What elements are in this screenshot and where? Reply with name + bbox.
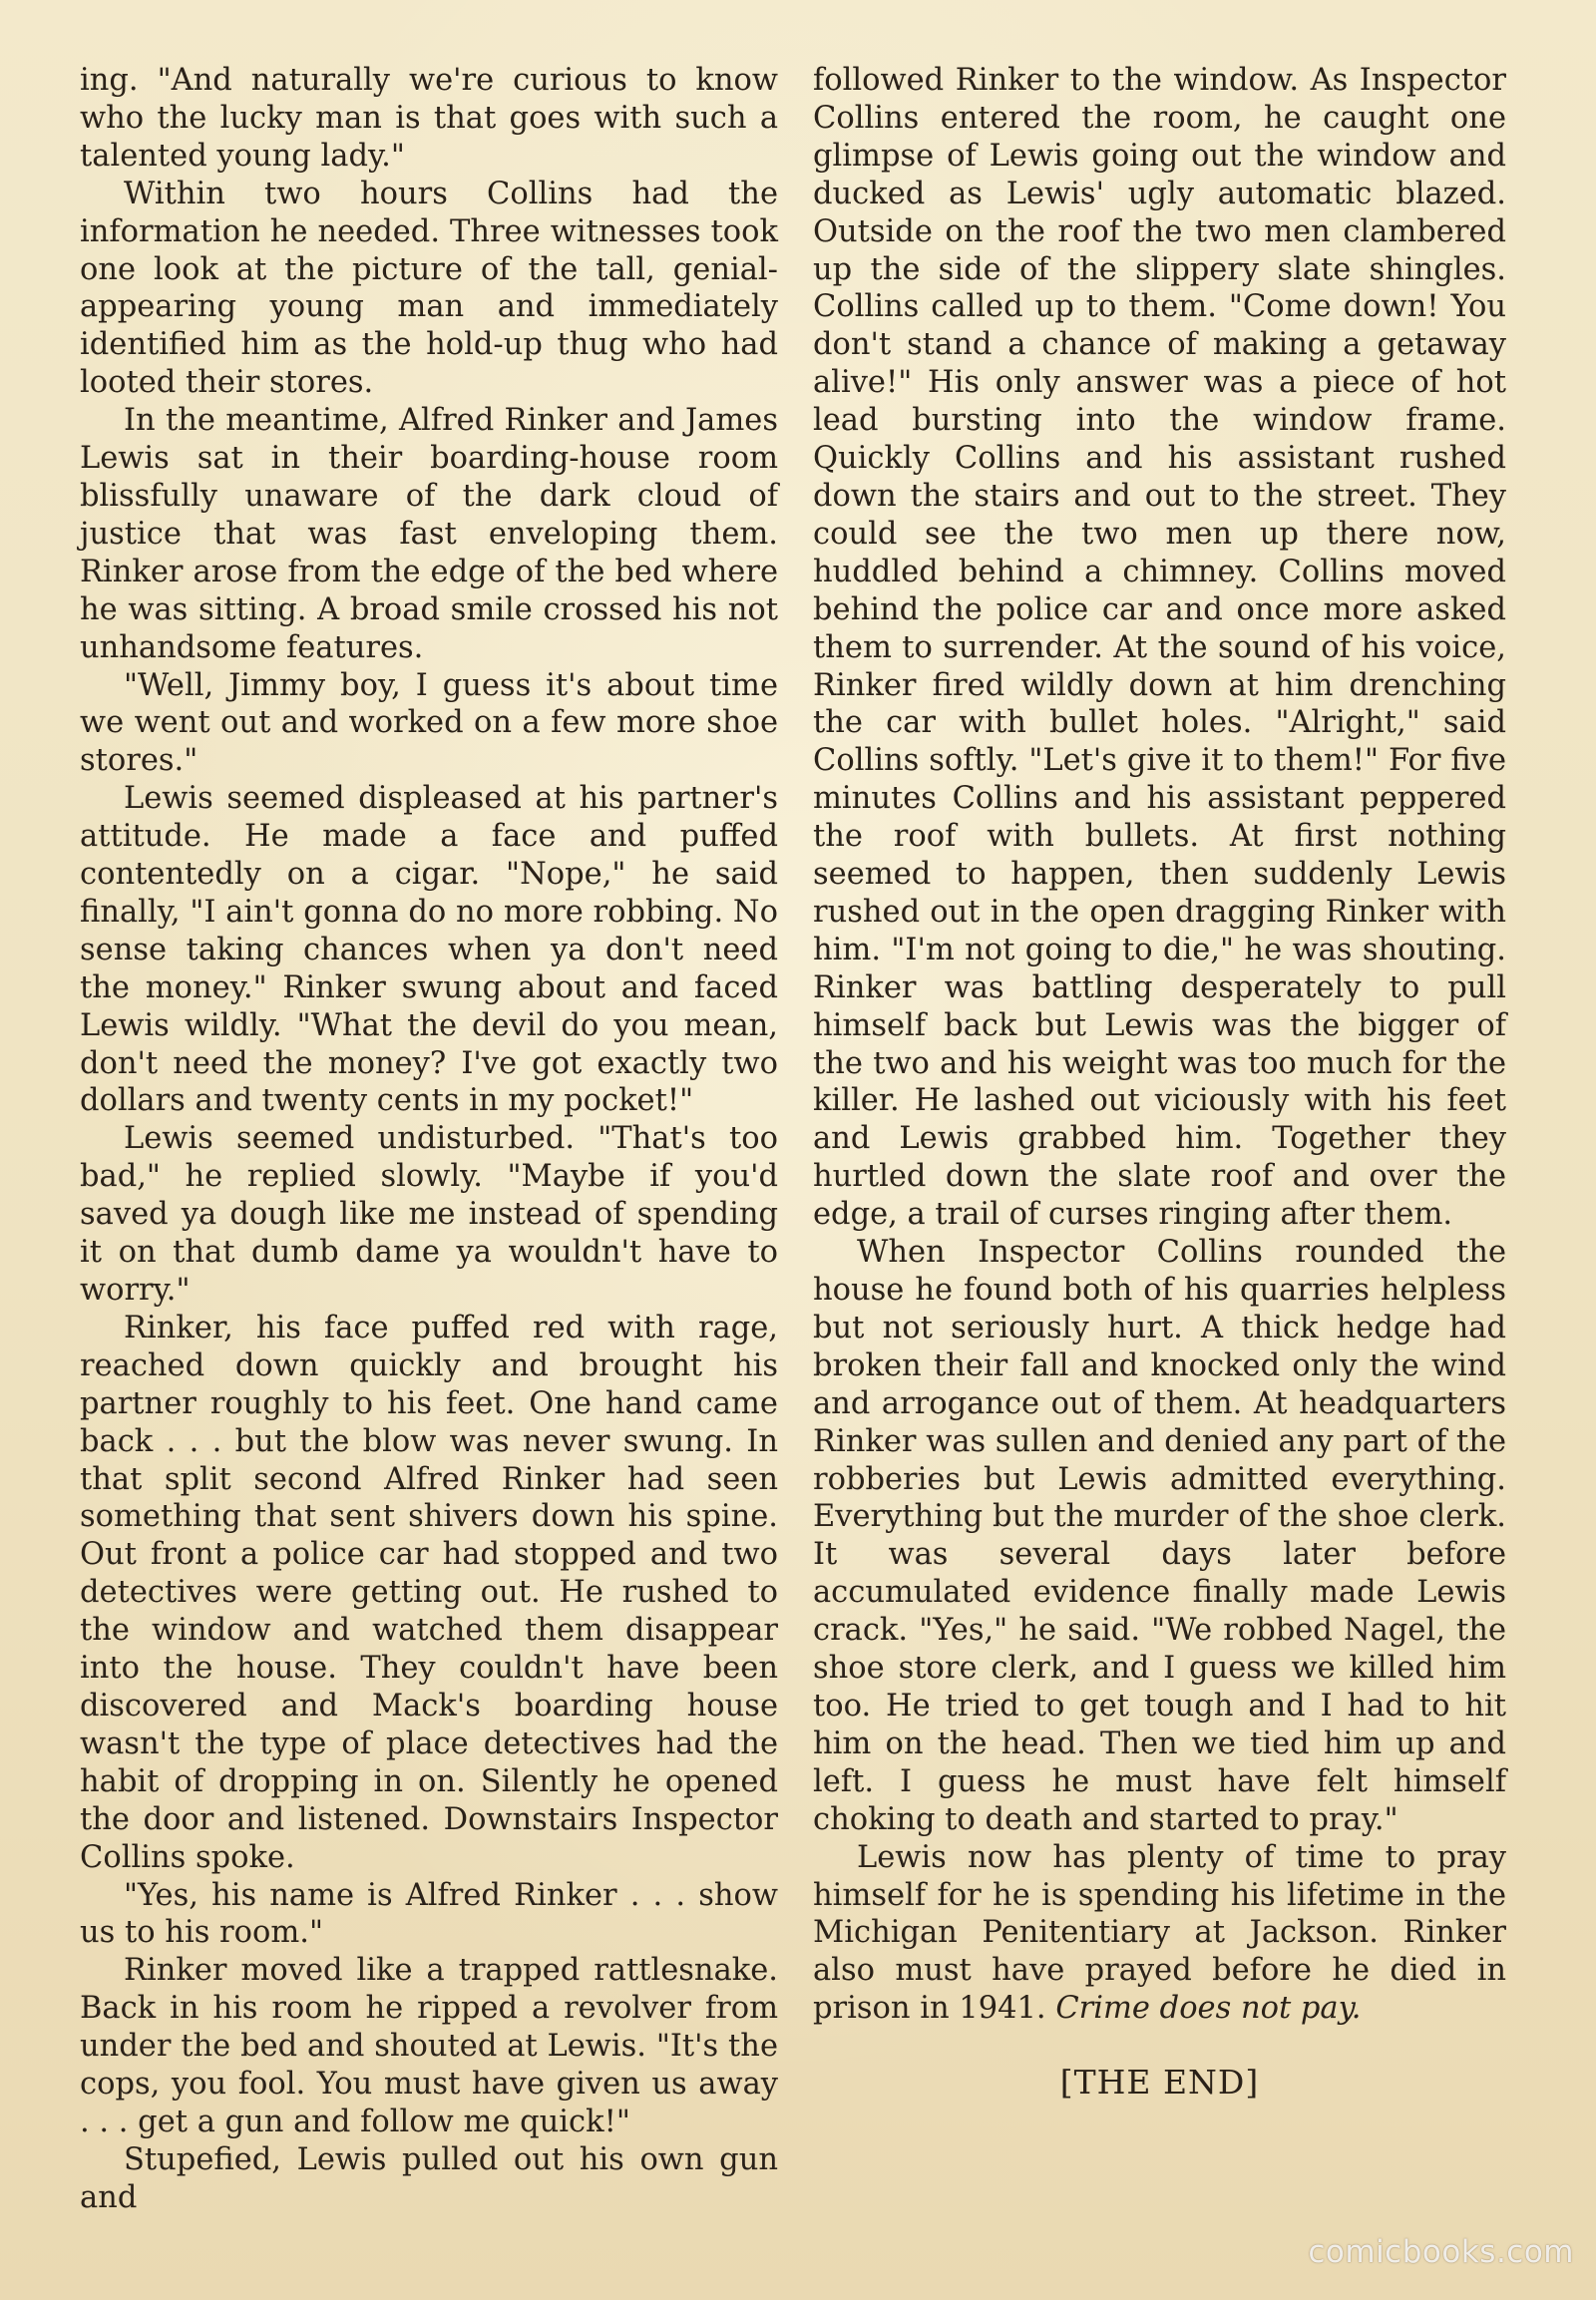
closing-paragraph [813, 1839, 1506, 2029]
paragraph: "Well, Jimmy boy, I guess it's about time we went out and worked on a few more shoe stores." [80, 667, 778, 779]
paragraph: Lewis seemed displeased at his partner's attitude. He made a face and puffed contentedly on a cigar. "Nope," he said finally, "I ain't gonna do no more robbing. No sense taking chances when ya don't need the money." Rinker swung about and faced Lewis wildly. "What the devil do you mean, don't need the money? I've got exactly two dollars and twenty cents in my pocket!" [80, 781, 778, 1119]
closing-text: Lewis now has plenty of time to pray himself for he is spending his lifetime in the Michigan Penitentiary at Jackson. Rinker also must have prayed before he died in prison in 1941. [813, 1839, 1506, 2027]
paragraph: Within two hours Collins had the information he needed. Three witnesses took one look at the picture of the tall, genial-appearing young man and immediately identified him as the hold-up thug who had looted their stores. [80, 176, 778, 401]
the-end-marker: [THE END] [1059, 2063, 1260, 2102]
paragraph: followed Rinker to the window. As Inspector Collins entered the room, he caught one glimpse of Lewis going out the window and ducked as Lewis' ugly automatic blazed. Outside on the roof the two men clambered up the side of the slippery slate shingles. Collins called up to them. "Come down! You don't stand a chance of making a getaway alive!" His only answer was a piece of hot lead bursting into the window frame. Quickly Collins and his assistant rushed down the stairs and out to the street. They could see the two men up there now, huddled behind a chimney. Collins moved behind the police car and once more asked them to surrender. At the sound of his voice, Rinker fired wildly down at him drenching the car with bullet holes. "Alright," said Collins softly. "Let's give it to them!" For five minutes Collins and his assistant peppered the roof with bullets. At first nothing seemed to happen, then suddenly Lewis rushed out in the open dragging Rinker with him. "I'm not going to die," he was shouting. Rinker was battling desperately to pull himself back but Lewis was the bigger of the two and his weight was too much for the killer. He lashed out viciously with his feet and Lewis grabbed him. Together they hurtled down the slate roof and over the edge, a trail of curses ringing after them. [813, 63, 1506, 1233]
paragraph: Rinker, his face puffed red with rage, reached down quickly and brought his partner roughly to his feet. One hand came back . . . but the blow was never swung. In that split second Alfred Rinker had seen something that sent shivers down his spine. Out front a police car had stopped and two detectives were getting out. He rushed to the window and watched them disappear into the house. They couldn't have been discovered and Mack's boarding house wasn't the type of place detectives had the habit of dropping in on. Silently he opened the door and listened. Downstairs Inspector Collins spoke. [80, 1310, 778, 1875]
left-text-column [80, 62, 778, 2217]
paragraph: When Inspector Collins rounded the house he found both of his quarries helpless but not seriously hurt. A thick hedge had broken their fall and knocked only the wind and arrogance out of them. At headquarters Rinker was sullen and denied any part of the robberies but Lewis admitted everything. Everything but the murder of the shoe clerk. It was several days later before accumulated evidence finally made Lewis crack. "Yes," he said. "We robbed Nagel, the shoe store clerk, and I guess we killed him too. He tried to get tough and I had to hit him on the head. Then we tied him up and left. I guess he must have felt himself choking to death and started to pray." [813, 1235, 1506, 1837]
paragraph: Rinker moved like a trapped rattlesnake. Back in his room he ripped a revolver from under the bed and shouted at Lewis. "It's the cops, you fool. You must have given us away . . . get a gun and follow me quick!" [80, 1953, 778, 2139]
paragraph: ing. "And naturally we're curious to know who the lucky man is that goes with such a talented young lady." [80, 63, 778, 174]
paragraph: Stupefied, Lewis pulled out his own gun and [80, 2141, 778, 2215]
moral-italic-text: Crime does not pay. [1055, 1991, 1362, 2027]
right-text-column [813, 62, 1506, 2028]
site-watermark: comicbooks.com [1308, 2234, 1574, 2270]
paragraph: Lewis seemed undisturbed. "That's too bad," he replied slowly. "Maybe if you'd saved ya dough like me instead of spending it on that dumb dame ya wouldn't have to worry." [80, 1121, 778, 1308]
paragraph: In the meantime, Alfred Rinker and James Lewis sat in their boarding-house room blissfully unaware of the dark cloud of justice that was fast enveloping them. Rinker arose from the edge of the bed where he was sitting. A broad smile crossed his not unhandsome features. [80, 403, 778, 665]
paragraph: "Yes, his name is Alfred Rinker . . . show us to his room." [80, 1877, 778, 1951]
